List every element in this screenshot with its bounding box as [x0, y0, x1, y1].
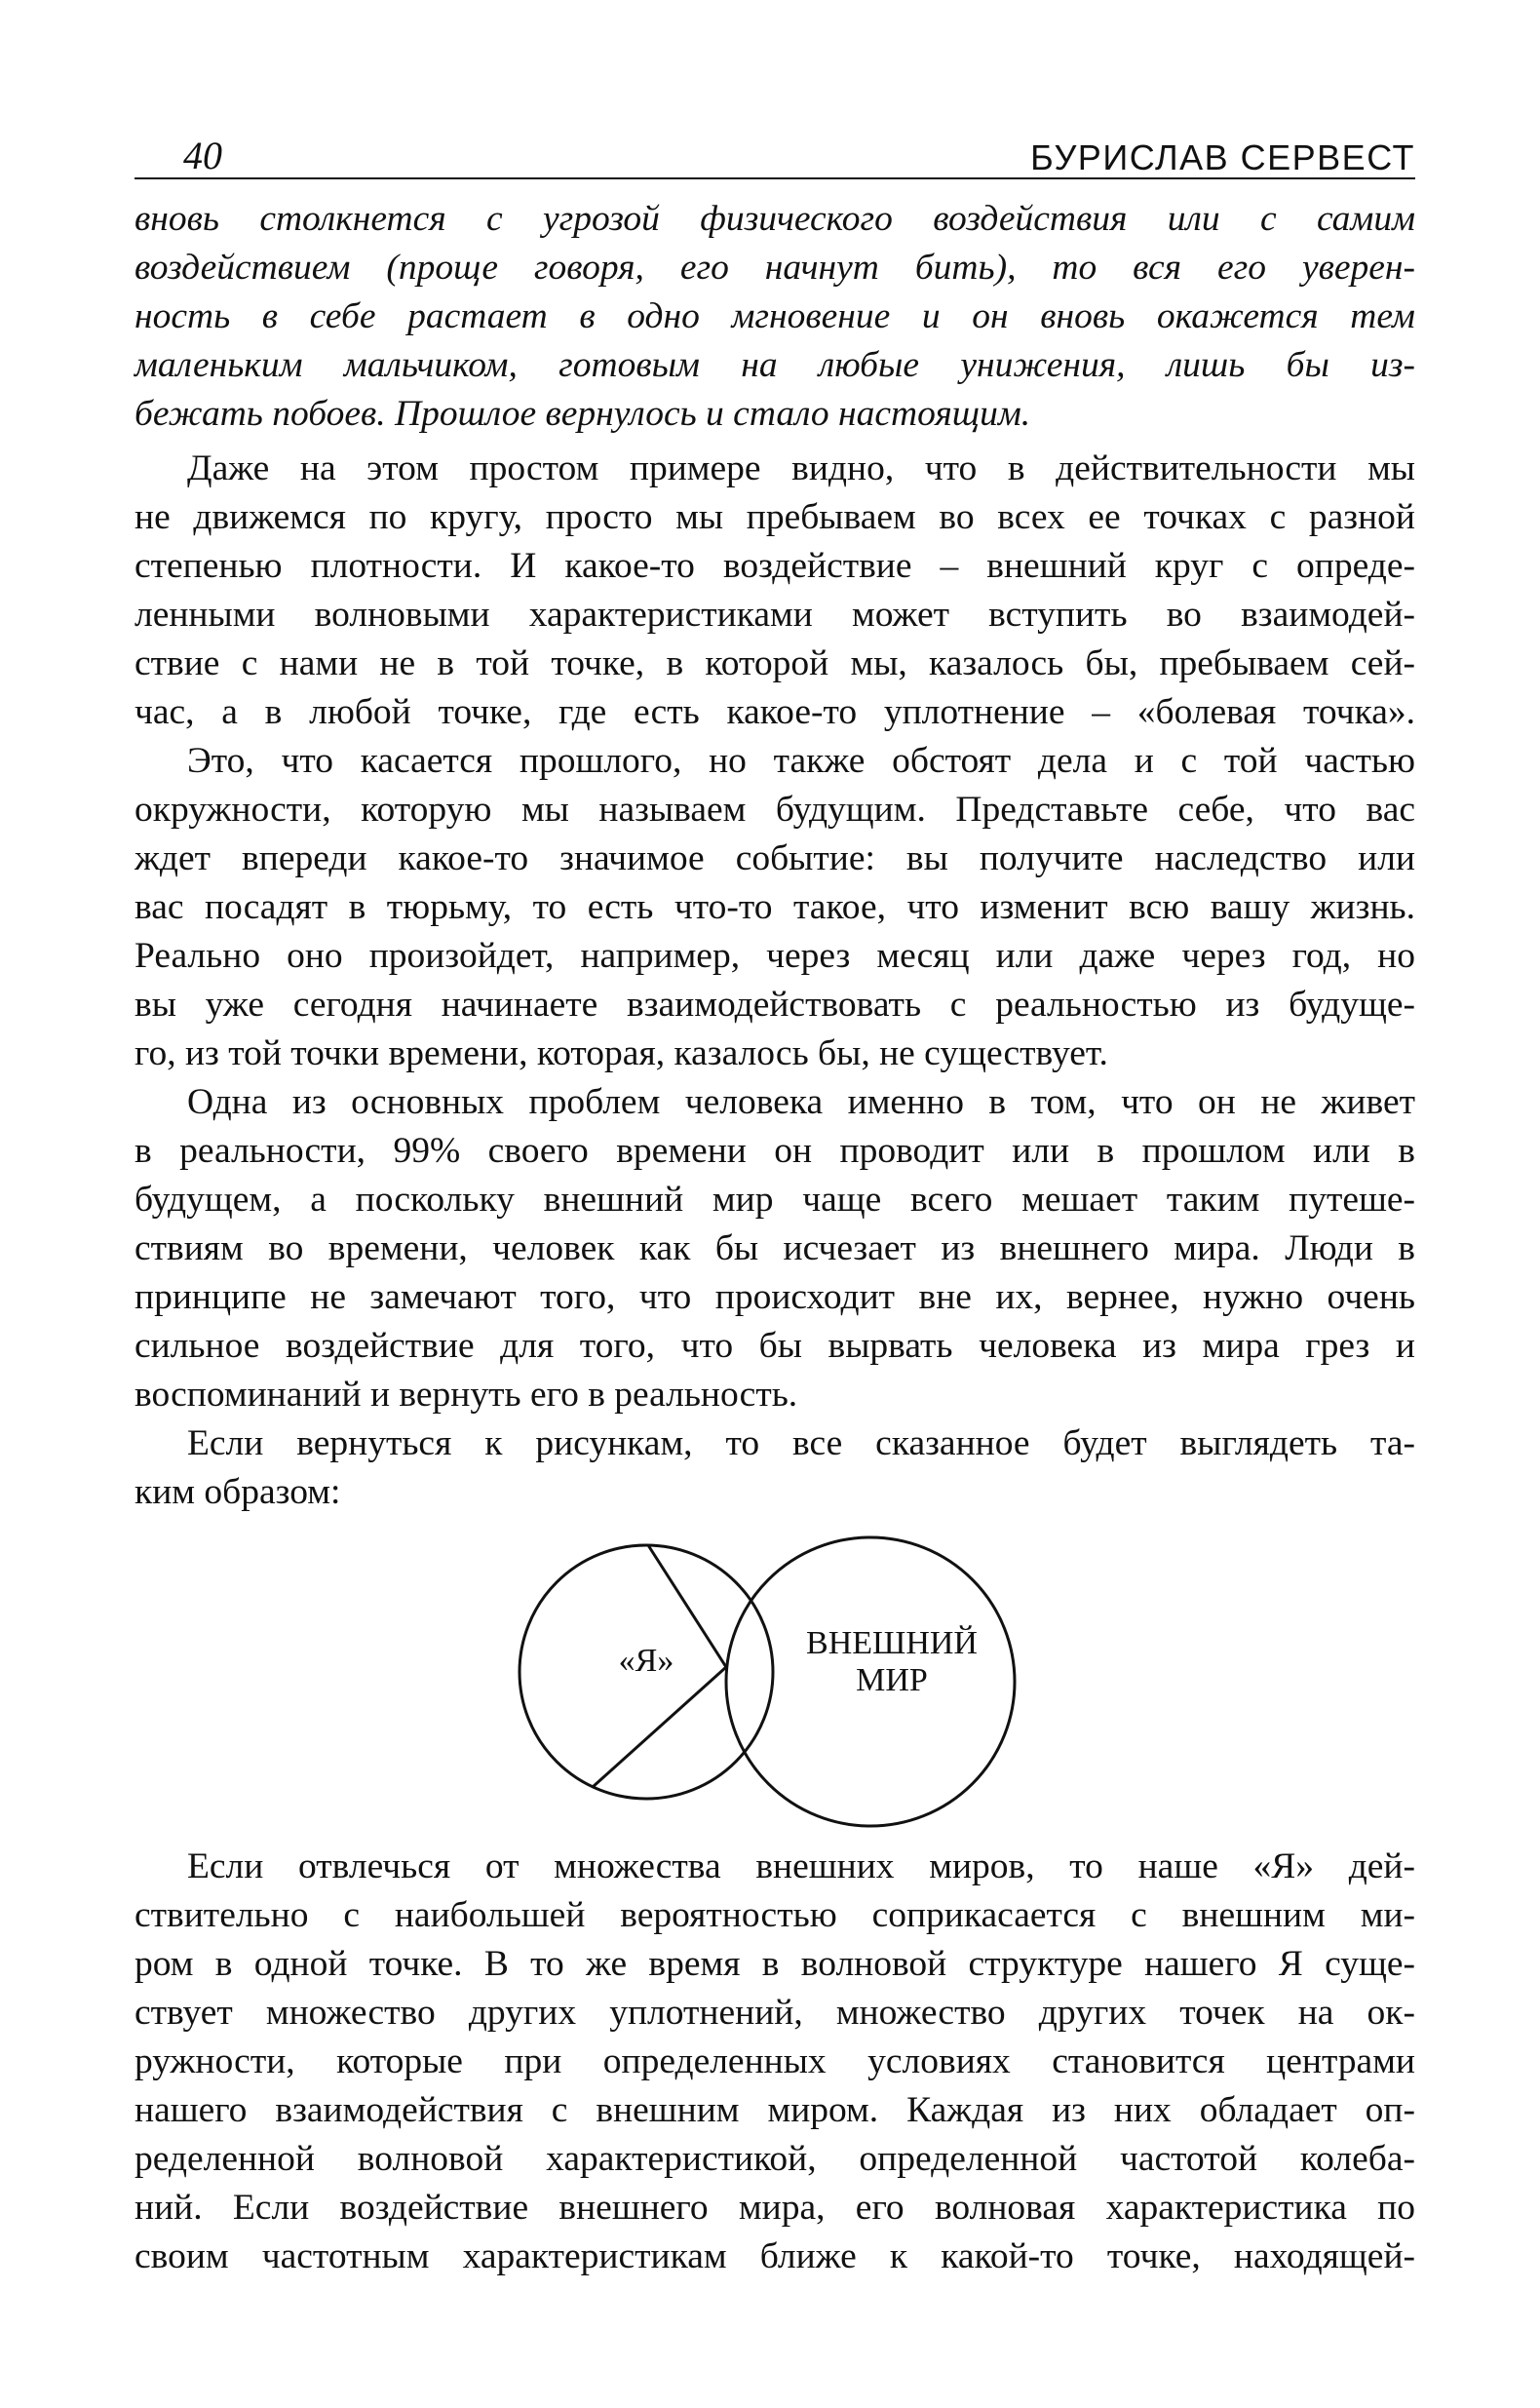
italic-quote-block [135, 195, 1415, 439]
text-line: ний. Если воздействие внешнего мира, его волновая характеристика по [135, 2188, 1415, 2228]
text-line: ределенной волновой характеристикой, определенной частотой колеба- [135, 2139, 1415, 2179]
text-line: ствует множество других уплотнений, множество других точек на ок- [135, 1993, 1415, 2033]
text-line: воспоминаний и вернуть его в реальность. [135, 1375, 798, 1415]
text-line: сильное воздействие для того, что бы вырвать человека из мира грез и [135, 1326, 1415, 1366]
text-line: нашего взаимодействия с внешним миром. Каждая из них обладает оп- [135, 2090, 1415, 2130]
text-line: вас посадят в тюрьму, то есть что-то такое, что изменит всю вашу жизнь. [135, 887, 1415, 927]
text-line: окружности, которую мы называем будущим. Представьте себе, что вас [135, 790, 1415, 830]
page-number: 40 [183, 134, 222, 177]
text-line: час, а в любой точке, где есть какое-то уплотнение – «болевая точка». [135, 692, 1415, 732]
text-line: ствительно с наибольшей вероятностью соприкасается с внешним ми- [135, 1895, 1415, 1935]
text-line: ром в одной точке. В то же время в волновой структуре нашего Я суще- [135, 1944, 1415, 1984]
running-title: БУРИСЛАВ СЕРВЕСТ [1030, 137, 1415, 177]
text-line: Если отвлечься от множества внешних миров, то наше «Я» дей- [187, 1846, 1415, 1886]
text-line: воздействием (проще говоря, его начнут бить), то вся его уверен- [135, 248, 1415, 288]
paragraph-3 [135, 1078, 1415, 1419]
text-line: Это, что касается прошлого, но также обстоят дела и с той частью [187, 741, 1415, 781]
text-line: принципе не замечают того, что происходит вне их, вернее, нужно очень [135, 1277, 1415, 1317]
text-line: в реальности, 99% своего времени он проводит или в прошлом или в [135, 1131, 1415, 1171]
paragraph-5 [135, 1843, 1415, 2281]
text-line: ружности, которые при определенных условиях становится центрами [135, 2041, 1415, 2081]
paragraph-4 [135, 1419, 1415, 1517]
text-line: маленьким мальчиком, готовым на любые унижения, лишь бы из- [135, 345, 1415, 385]
text-line: ствие с нами не в той точке, в которой мы, казалось бы, пребываем сей- [135, 643, 1415, 683]
paragraph-1 [135, 445, 1415, 737]
text-line: бежать побоев. Прошлое вернулось и стало настоящим. [135, 394, 1031, 434]
text-line: Если вернуться к рисункам, то все сказанное будет выглядеть та- [187, 1423, 1415, 1463]
chord-line-lower [593, 1667, 726, 1787]
text-line: своим частотным характеристикам ближе к какой-то точке, находящей- [135, 2236, 1415, 2276]
text-line: ждет впереди какое-то значимое событие: вы получите наследство или [135, 838, 1415, 878]
text-line: степенью плотности. И какое-то воздействие – внешний круг с опреде- [135, 546, 1415, 586]
text-line: не движемся по кругу, просто мы пребываем во всех ее точках с разной [135, 497, 1415, 537]
outer-circle-label [780, 1625, 1004, 1699]
page-header [135, 125, 1415, 179]
outer-label-line-1: ВНЕШНИЙ [806, 1625, 978, 1661]
text-line: вы уже сегодня начинаете взаимодействовать с реальностью из будуще- [135, 985, 1415, 1025]
text-line: Одна из основных проблем человека именно в том, что он не живет [187, 1082, 1415, 1122]
text-line: ким образом: [135, 1472, 341, 1512]
outer-label-line-2: МИР [856, 1662, 928, 1698]
text-line: го, из той точки времени, которая, казалось бы, не существует. [135, 1033, 1108, 1073]
text-line: будущем, а поскольку внешний мир чаще всего мешает таким путеше- [135, 1180, 1415, 1220]
circles-figure [517, 1531, 1043, 1833]
text-line: Реально оно произойдет, например, через месяц или даже через год, но [135, 936, 1415, 976]
text-line: ствиям во времени, человек как бы исчезает из внешнего мира. Люди в [135, 1228, 1415, 1268]
text-line: ленными волновыми характеристиками может вступить во взаимодей- [135, 595, 1415, 635]
inner-circle-label: «Я» [618, 1643, 674, 1679]
text-line: ность в себе растает в одно мгновение и он вновь окажется тем [135, 296, 1415, 336]
text-line: вновь столкнется с угрозой физического воздействия или с самим [135, 199, 1415, 239]
paragraph-2 [135, 737, 1415, 1078]
text-line: Даже на этом простом примере видно, что в действительности мы [187, 448, 1415, 488]
